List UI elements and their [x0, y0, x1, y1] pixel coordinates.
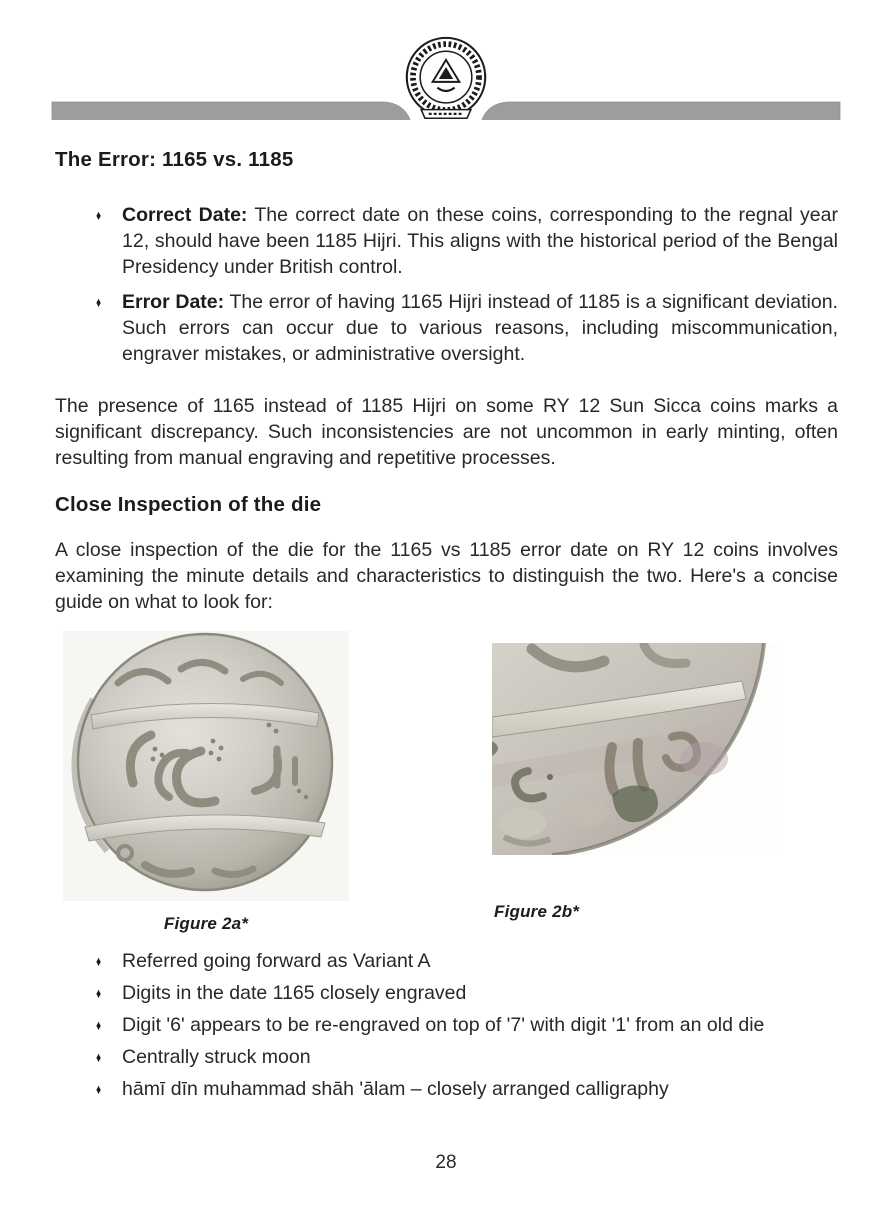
- list-item: [55, 977, 838, 1009]
- bullet-body-text: Digits in the date 1165 closely engraved: [122, 982, 467, 1004]
- bullet-lead-label: Error Date:: [122, 291, 225, 313]
- bullet-lead-label: Correct Date:: [122, 204, 248, 226]
- section-heading-inspection: Close Inspection of the die: [55, 493, 322, 516]
- bullet-body-text: The error of having 1165 Hijri instead of 1185 is a significant deviation. Such errors can occur due to various reasons, including miscommunication, engraver mistakes, or administrative oversight.: [122, 291, 838, 365]
- diamond-bullet-icon: ♦: [96, 985, 102, 1001]
- page-content: [55, 148, 838, 1105]
- bullet-body-text: Digit '6' appears to be re-engraved on top of '7' with digit '1' from an old die: [122, 1014, 765, 1036]
- list-item: [55, 945, 838, 977]
- list-item: [55, 1041, 838, 1073]
- diamond-bullet-icon: ♦: [96, 953, 102, 969]
- bullet-text: [122, 202, 838, 280]
- bullet-text: [122, 289, 838, 367]
- diamond-bullet-icon: ♦: [96, 1081, 102, 1097]
- figures-row: [55, 631, 838, 931]
- paragraph-inspection: A close inspection of the die for the 1165 vs 1185 error date on RY 12 coins involves examining the minute details and characteristics to distinguish the two. Here's a concise guide on what to look for:: [55, 539, 838, 613]
- diamond-bullet-icon: ♦: [96, 294, 102, 310]
- bullet-body-text: Referred going forward as Variant A: [122, 950, 431, 972]
- figure-caption: Figure 2b*: [494, 902, 580, 921]
- list-item: [55, 1009, 838, 1041]
- bullet-body-text: hāmī dīn muhammad shāh 'ālam – closely arranged calligraphy: [122, 1078, 669, 1100]
- bullet-body-text: The correct date on these coins, corresponding to the regnal year 12, should have been 1185 Hijri. This aligns with the historical period of the Bengal Presidency under British control.: [122, 204, 838, 278]
- list-item-correct-date: [55, 202, 838, 280]
- section-heading-error: The Error: 1165 vs. 1185: [55, 148, 294, 171]
- diamond-bullet-icon: ♦: [96, 1049, 102, 1065]
- diamond-bullet-icon: ♦: [96, 207, 102, 223]
- header-ribbon: [0, 100, 892, 122]
- error-date-bullet-list: [55, 202, 838, 367]
- figure-2b: [492, 643, 777, 922]
- page-number: 28: [435, 1152, 457, 1173]
- figure-2a: [63, 631, 349, 934]
- list-item: [55, 1073, 838, 1105]
- paragraph-presence: The presence of 1165 instead of 1185 Hijri on some RY 12 Sun Sicca coins marks a significant discrepancy. Such inconsistencies are not uncommon in early minting, often resulting from manual engraving and repetitive processes.: [55, 395, 838, 469]
- variant-bullet-list: [55, 945, 838, 1105]
- list-item-error-date: [55, 289, 838, 367]
- diamond-bullet-icon: ♦: [96, 1017, 102, 1033]
- coin-image-figure-2a: [63, 631, 349, 901]
- bullet-body-text: Centrally struck moon: [122, 1046, 311, 1068]
- coin-image-figure-2b: [492, 643, 777, 855]
- figure-caption: Figure 2a*: [163, 914, 249, 933]
